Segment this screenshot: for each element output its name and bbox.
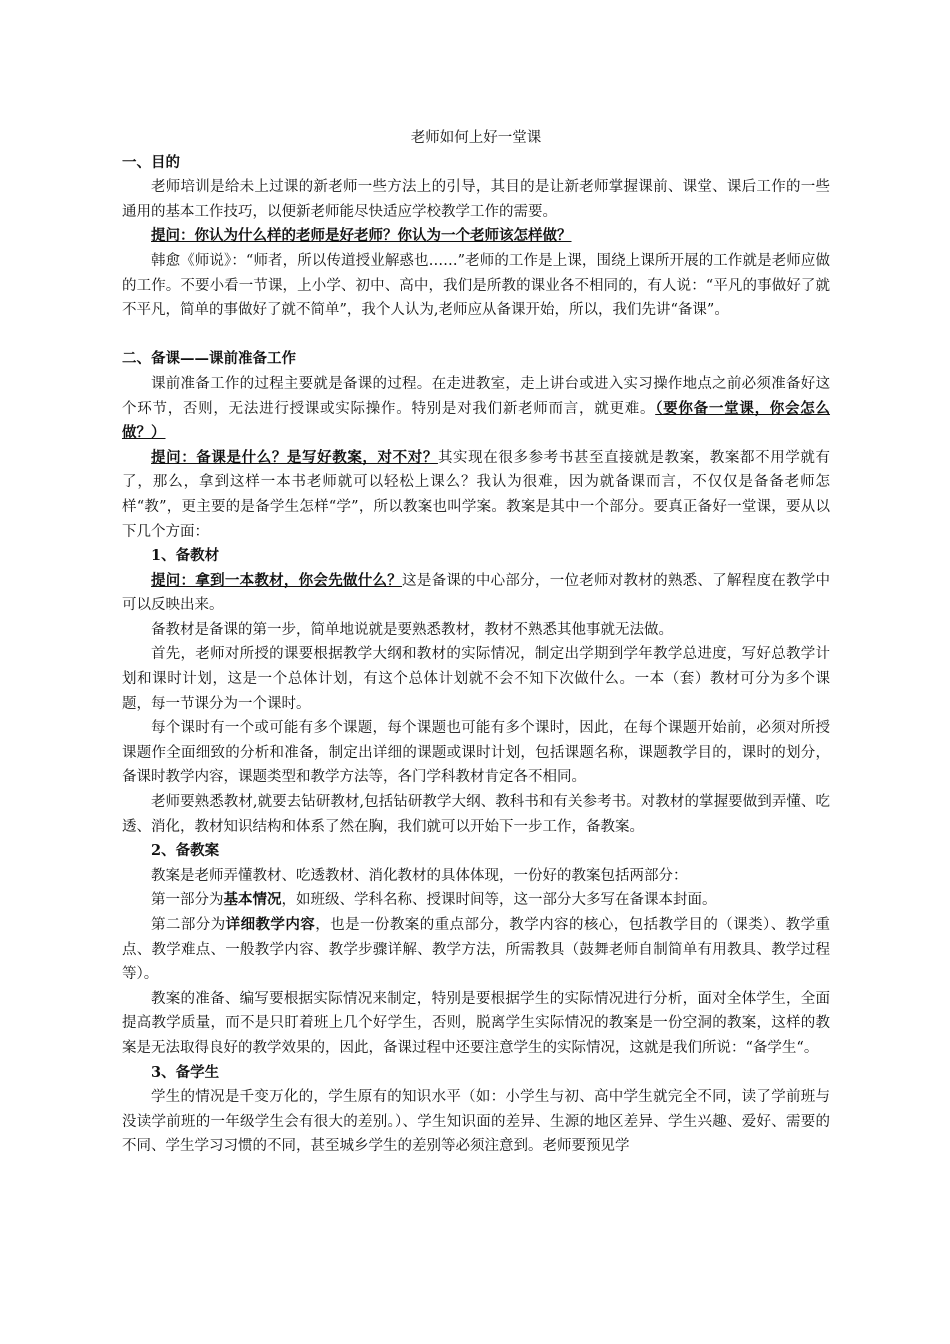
question-inline: 提问：备课是什么？是写好教案，对不对？ <box>151 448 438 466</box>
paragraph: 首先，老师对所授的课要根据教学大纲和教材的实际情况，制定出学期到学年教学总进度，写好总教学计划和课时计划，这是一个总体计划，有这个总体计划就不会不知下次做什么。一本（套）教材可分为多个课题，每一节课分为一个课时。 <box>122 646 830 712</box>
paragraph <box>122 569 830 618</box>
paragraph: 老师培训是给未上过课的新老师一些方法上的引导，其目的是让新老师掌握课前、课堂、课后工作的一些通用的基本工作技巧，以便新老师能尽快适应学校教学工作的需要。 <box>122 179 830 220</box>
paragraph: 教案的准备、编写要根据实际情况来制定，特别是要根据学生的实际情况进行分析，面对全体学生，全面提高教学质量，而不是只盯着班上几个好学生，否则，脱离学生实际情况的教案是一份空洞的教案，这样的教案是无法取得良好的教学效果的，因此，备课过程中还要注意学生的实际情况，这就是我们所说：“备学生“。 <box>122 990 830 1056</box>
section-heading-lesson-prep: 二、备课——课前准备工作 <box>122 350 296 368</box>
subheading-lesson-plan: 2、备教案 <box>151 842 220 860</box>
subheading-students: 3、备学生 <box>151 1063 220 1081</box>
paragraph: 每个课时有一个或可能有多个课题，每个课题也可能有多个课时，因此，在每个课题开始前，必须对所授课题作全面细致的分析和准备，制定出详细的课题或课时计划，包括课题名称，课题教学目的，课时的划分，备课时教学内容，课题类型和教学方法等，各门学科教材肯定各不相同。 <box>122 720 830 786</box>
document-title: 老师如何上好一堂课 <box>410 130 542 146</box>
paragraph: 韩愈《师说》：“师者，所以传道授业解惑也……”老师的工作是上课，围绕上课所开展的工作就是老师应做的工作。不要小看一节课，上小学、初中、高中，我们是所教的课业各不相同的，有人说：“平凡的事做好了就不平凡，简单的事做好了就不简单”，我个人认为,老师应从备课开始，所以，我们先讲“备课”。 <box>122 252 830 319</box>
paragraph: 教案是老师弄懂教材、吃透教材、消化教材的具体体现，一份好的教案包括两部分： <box>151 867 688 884</box>
paragraph <box>122 888 830 913</box>
paragraph-text: ，也是一份教案的重点部分，教学内容的核心，包括教学目的（课类）、教学重点、教学难点、一般教学内容、教学步骤详解、教学方法，所需教具（鼓舞老师自制简单有用教具、教学过程等）。 <box>122 917 831 983</box>
subheading-textbook: 1、备教材 <box>151 547 220 565</box>
question-line: 提问：你认为什么样的老师是好老师？你认为一个老师该怎样做？ <box>151 227 572 245</box>
paragraph <box>122 446 830 544</box>
section-heading-purpose: 一、目的 <box>122 153 180 171</box>
paragraph-text: ，如班级、学科名称、授课时间等，这一部分大多写在备课本封面。 <box>281 892 717 909</box>
paragraph: 老师要熟悉教材,就要去钻研教材,包括钻研教学大纲、教科书和有关参考书。对教材的掌握要做到弄懂、吃透、消化，教材知识结构和体系了然在胸，我们就可以开始下一步工作，备教案。 <box>122 794 830 835</box>
paragraph <box>122 913 830 987</box>
paragraph: 学生的情况是千变万化的，学生原有的知识水平（如：小学生与初、高中学生就完全不同，读了学前班与没读学前班的一年级学生会有很大的差别。）、学生知识面的差异、生源的地区差异、学生兴趣、爱好、需要的不同、学生学习习惯的不同，甚至城乡学生的差别等必须注意到。老师要预见学 <box>122 1089 830 1155</box>
document-page <box>122 126 830 1159</box>
blank-line <box>122 323 830 348</box>
paragraph-text: 这是备课的中心部分，一位老师对教材的熟悉、了解程度在教学中可以反映出来。 <box>122 572 831 614</box>
bold-term: 详细教学内容 <box>225 916 316 933</box>
bold-term: 基本情况 <box>223 891 282 909</box>
paragraph: 备教材是备课的第一步，简单地说就是要熟悉教材，教材不熟悉其他事就无法做。 <box>151 621 673 638</box>
paragraph-text: 第二部分为 <box>151 917 226 933</box>
paragraph-text: 第一部分为 <box>151 892 224 909</box>
paragraph-text: 其实现在很多参考书甚至直接就是教案，教案都不用学就有了，那么，拿到这样一本书老师就可以轻松上课么？我认为很难，因为就备课而言，不仅仅是备备老师怎样“教”，更主要的是备学生怎样“学”，所以教案也叫学案。教案是其中一个部分。要真正备好一堂课，要从以下几个方面： <box>122 449 831 540</box>
paragraph-text: 课前准备工作的过程主要就是备课的过程。在走进教室，走上讲台或进入实习操作地点之前必须准备好这个环节，否则，无法进行授课或实际操作。特别是对我们新老师而言，就更难。 <box>122 375 830 417</box>
question-inline: 提问：拿到一本教材，你会先做什么？ <box>151 571 403 589</box>
paragraph <box>122 372 830 446</box>
question-inline: （要你备一堂课，你会怎么做？） <box>122 399 831 442</box>
